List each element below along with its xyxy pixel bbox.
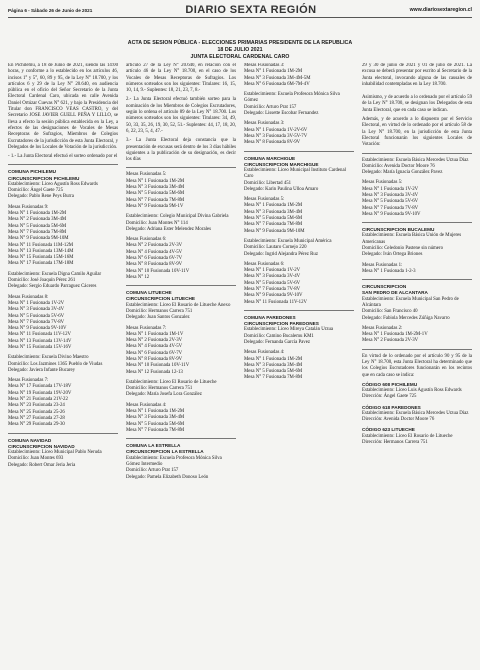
text-line: Delegado: Robert Omar Jeria Jeria <box>8 462 76 468</box>
text-line: Mesas Fusionadas 4: <box>126 402 167 408</box>
section-heading: COMUNA PAREDONES <box>244 314 296 320</box>
text-line: Mesa N° 2 Fusionada 2V-3V <box>362 338 419 344</box>
text-line: Mesa N° 5 Fusionada 5M-6M <box>126 191 185 197</box>
column-1 <box>8 63 118 663</box>
text-line: Delegado: Javiera Infante Bucarey <box>8 367 76 373</box>
text-line: Mesas Fusionadas 5: <box>362 180 403 186</box>
text-line: Mesa N° 5 Fusionada 5M-6M <box>244 216 303 222</box>
section-divider <box>8 433 118 434</box>
text-line: Mesa N° 23 Fusionada 23-24 <box>8 403 65 409</box>
text-line: Establecimiento: Liceo El Rosario de Litueche <box>362 433 453 439</box>
text-line: Mesa N° 3 Fusionada 3V-4V <box>362 193 419 199</box>
column-3 <box>244 63 354 663</box>
text-line: Domicilio: Ángel Gaete 725 <box>8 188 64 194</box>
text-line: Mesa N° 1 Fusionada 1-2-3 <box>362 268 416 274</box>
text-line: Mesa N° 1 Fusionada 1M-1V <box>126 331 184 337</box>
text-line: Mesas Fusionadas 9: <box>8 204 49 210</box>
section-divider <box>362 153 472 154</box>
text-line: Mesas Fusionadas 5: <box>126 172 167 178</box>
text-line: Mesa N° 1 Fusionada 1M-2M <box>244 356 303 362</box>
text-line: Mesa N° 7 Fusionada 7M-8M <box>126 197 185 203</box>
text-line: Domicilio: Arturo Prat 157 <box>126 468 179 474</box>
paragraph: 3.- La Junta Electoral deja constancia que la presentación de excusas será dentro de los 3 días hábiles siguientes a la publicación de su designación, es decir los días <box>126 138 236 163</box>
section-heading: SAN PEDRO DE ALCANTARA <box>362 290 428 296</box>
text-line: Domicilio: Juan Montes 693 <box>8 456 64 462</box>
text-line: Domicilio: Juan Montes N° 114 <box>126 220 188 226</box>
text-line: Mesa N° 12 <box>126 274 150 280</box>
text-line: Establecimiento: Colegio Municipal Divina Gabriela <box>126 214 229 220</box>
text-line: Mesa N° 13 Fusionada 13M-14M <box>8 248 74 254</box>
text-line: Mesa N° 6 Fusionada 6V-7V <box>126 350 183 356</box>
text-line: Mesa N° 7 Fusionada 7M-8M <box>8 229 67 235</box>
text-line: Mesa N° 11 Fusionada 11V-12V <box>8 332 72 338</box>
text-line: Mesa N° 5 Fusionada 5V-6V <box>244 280 301 286</box>
section-heading: CIRCUNSCRIPCION PAREDONES <box>244 321 319 327</box>
text-line: Domicilio: Camino Bucalemu KM1 <box>244 333 314 339</box>
text-line: Mesas Fusionadas 3: <box>244 63 285 68</box>
text-line: Mesa N° 3 Fusionada 3V-4V <box>244 274 301 280</box>
text-line: Mesas Fusionadas 8: <box>8 294 49 300</box>
text-line: Establecimiento: Liceo Municipal Pablo Neruda <box>8 449 102 455</box>
paragraph: En virtud de lo ordenado por el artículo 90 y 95 de la Ley N° 18.700, esta Junta Electoral ha determinado que los Colegios Escrutadores funcionarán en los recintos que en cada caso se indica: <box>362 353 472 378</box>
section-heading: COMUNA PICHILEMU <box>8 169 57 175</box>
paragraph: 29 y 30 de junio de 2021 y 01 de julio de 2021. La excusa se deberá presentar por escrito al Secretario de la Junta electoral, invocando alguna de las causales de inhabilidad contempladas en la Ley 18.700. <box>362 63 472 87</box>
text-line: Establecimiento: Liceo Agustín Ross Edwards <box>8 181 98 187</box>
text-line: Mesa N° 5 Fusionada 5M-6M <box>244 369 303 375</box>
text-line: Establecimiento: Liceo Luis Agustín Ross Edwards <box>362 388 462 394</box>
text-line: Mesa N° 13 Fusionada 13V-14V <box>8 338 72 344</box>
text-line: Mesa N° 5 Fusionada 5M-6M <box>126 421 185 427</box>
text-line: Mesa N° 9 Fusionada 9V-10V <box>8 326 67 332</box>
section-heading: CIRCUNSCRIPCION BUCALEMU <box>362 227 435 233</box>
text-line: Mesa N° 6 Fusionada 6V-7V <box>126 256 183 262</box>
text-line: Mesa N° 10 Fusionada 10V-11V <box>126 268 190 274</box>
text-line: Mesa N° 7 Fusionada 7V-8V <box>244 287 301 293</box>
text-line: Mesas Fusionadas 6: <box>126 237 167 243</box>
page-header <box>8 4 472 16</box>
text-line: Mesa N° 17 Fusionada 17M-18M <box>8 261 74 267</box>
text-line: Establecimiento: Liceo El Rosario de Litueche <box>126 379 217 385</box>
paragraph: 2.- La Junta Electoral efectuó también sorteo para la nominación de los Miembros de Colegios Escrutadores, según lo ordena el artículo 89 de la Ley N° 18.700. Los números sorteados son los siguientes: Titulares: 34, 49, 50, 33, 35, 26, 19, 30, 52, 51.- Suplentes: 44, 17, 18, 20, 6, 22, 23, 5, 4, 47.- <box>126 97 236 134</box>
notice-title: ACTA DE SESION PÚBLICA - ELECCIONES PRIMARIAS PRESIDENTE DE LA REPUBLICA <box>127 40 353 46</box>
text-line: Mesas Fusionadas 1: <box>362 262 403 268</box>
text-line: Mesa N° 5 Fusionada 5V-6V <box>362 199 419 205</box>
column-2 <box>126 63 236 663</box>
text-line: Establecimiento: Escuela Digna Camilo Aguilar <box>8 271 102 277</box>
text-line: Mesa N° 1 Fusionada 1V-2V-6V <box>244 127 308 133</box>
text-line: Mesa N° 3 Fusionada 3V-5V-7V <box>244 133 308 139</box>
text-line: Establecimiento: Escuela Municipal San Pedro de Alcántara <box>362 296 459 308</box>
paragraph: - 1.- La Junta Electoral efectuó el sorteo ordenado por el <box>8 154 118 160</box>
text-line: Mesa N° 5 Fusionada 5M-6M <box>8 223 67 229</box>
notice-title-block <box>8 40 472 61</box>
text-line: Mesa N° 9 Fusionada 9M-10M <box>8 236 69 242</box>
text-line: Mesa N° 3 Fusionada 3M-4M-5M <box>244 75 311 81</box>
section-heading: COMUNA NAVIDAD <box>8 437 52 443</box>
text-line: Mesa N° 2 Fusionada 2V-3V <box>126 243 183 249</box>
text-line: Domicilio: Hermanos Carrera 751 <box>126 386 193 392</box>
text-line: Mesa N° 11 Fusionada 11V-12V <box>244 299 308 305</box>
text-line: Delegado: Pamela Elizabeth Donoso León <box>126 474 209 480</box>
text-line: Delegado: Ingrid Alejandra Pérez Ruz <box>244 251 318 257</box>
section-divider <box>362 279 472 280</box>
text-line: Mesa N° 3 Fusionada 3M-4M <box>244 362 303 368</box>
section-divider <box>126 167 236 168</box>
text-line: Mesa N° 15 Fusionada 15M-16M <box>8 255 74 261</box>
section-heading: CÓDIGO 623 LITUECHE <box>362 427 415 433</box>
text-line: Mesa N° 7 Fusionada 7M-8M <box>244 375 303 381</box>
text-line: Mesa N° 1 Fusionada 1M-2M <box>244 69 303 75</box>
page-date-label: Página 6 - Sábado 26 de Junio de 2021 <box>8 7 93 13</box>
text-line: Delegado: Sergio Eduardo Parraguez Cáceres <box>8 284 97 290</box>
text-line: Mesa N° 9 Fusionada 9V-10V <box>362 211 421 217</box>
text-line: Mesas Fusionadas 6: <box>244 261 285 267</box>
text-line: Mesa N° 2 Fusionada 2V-3V <box>126 338 183 344</box>
text-line: Mesa N° 1 Fusionada 1V-2V <box>8 300 65 306</box>
text-line: Mesa N° 4 Fusionada 4V-5V <box>126 344 183 350</box>
text-line: Mesa N° 8 Fusionada 8V-9V <box>126 356 183 362</box>
text-line: Establecimiento: Escuela Profesora Mónica Silva Gómez Intermedio <box>126 455 222 467</box>
section-divider <box>126 285 236 286</box>
text-line: Mesa N° 1 Fusionada 1M-2M <box>8 211 67 217</box>
section-heading: CIRCUNSCRIPCION MARCHIGUE <box>244 161 319 167</box>
text-line: Establecimiento: Escuela Básica Mercedes Urzua Díaz <box>362 157 469 163</box>
section-heading: COMUNA MARCHIGUE <box>244 155 296 161</box>
paragraph: En Pichilemu, a 18 de Junio de 2021, siendo las 14:00 horas, y conforme a lo establecido en los artículos 46, incisos 1° y 5°, 60, 89 y 95, de la Ley N° 18.700, y los artículos 6 y 29 de la Ley N° 20.640, en audiencia pública en el oficio del Señor Secretario de la Junta Electoral Cardenal Caro, ubicada en calle Avenida Daniel Ortúzar Cuevas N° 621, y bajo la Presidencia del Titular don FRANCISCO VEAS CASTRO, y del Secretario JOSE JAVIER GUELL PEÑA Y LILLO, se lleva a efecto la sesión pública establecida en la Ley, a efectos de las designaciones de Vocales de Mesas Receptoras de Sufragios, Miembros de Colegios Escrutadores de la jurisdicción de esta Junta Electoral, y Delegados de los Locales de Votación de la jurisdicción. <box>8 63 118 150</box>
text-line: Mesa N° 7 Fusionada 7V-8V <box>362 205 419 211</box>
text-line: Mesa N° 7 Fusionada 7M-8M <box>244 222 303 228</box>
text-line: Mesa N° 7 Fusionada 7M-8M <box>126 427 185 433</box>
text-line: Mesa N° 17 Fusionada 17V-18V <box>8 384 72 390</box>
section-heading: CIRCUNSCRIPCION PICHILEMU <box>8 175 80 181</box>
text-line: Domicilio: Los Jazmines 1365 Pueblo de Viudas <box>8 361 103 367</box>
text-line: Delegado: Lissette Escobar Fernandez <box>244 111 319 117</box>
text-line: Mesa N° 29 Fusionada 29-30 <box>8 422 65 428</box>
section-divider <box>244 151 354 152</box>
text-line: Mesa N° 10 Fusionada 10V-11V <box>126 363 190 369</box>
text-line: Mesa N° 1 Fusionada 1M-2M-1V <box>362 332 428 338</box>
section-heading: CIRCUNSCRIPCION LITUECHE <box>126 296 196 302</box>
text-line: Establecimiento: Liceo El Rosario de Litueche Anexo <box>126 302 231 308</box>
text-line: Mesas Fusionadas 7: <box>8 378 49 384</box>
text-line: Mesa N° 8 Fusionada 8V-9V <box>244 140 301 146</box>
text-line: Mesa N° 15 Fusionada 15V-16V <box>8 344 72 350</box>
text-line: Domicilio: Celedonio Pastene sin número <box>362 246 443 252</box>
section-heading: COMUNA LITUECHE <box>126 290 172 296</box>
section-heading: COMUNA LA ESTRELLA <box>126 443 181 449</box>
text-line: Dirección: Avenida Doctor Moore 76 <box>362 417 435 423</box>
text-line: Delegado: Fernanda García Pavez <box>244 339 311 345</box>
text-line: Mesa N° 1 Fusionada 1M-2M <box>126 409 185 415</box>
text-line: Establecimiento: Escuela Básica Mercedes Urzua Díaz <box>362 410 469 416</box>
section-divider <box>244 310 354 311</box>
text-line: Mesas Fusionadas 7: <box>126 325 167 331</box>
text-line: Mesa N° 5 Fusionada 5V-6V <box>8 313 65 319</box>
text-line: Mesa N° 6 Fusionada 6M-7M-4V <box>244 81 310 87</box>
text-line: Mesa N° 3 Fusionada 3M-4M <box>126 415 185 421</box>
text-line: Delegado: Juan Santos Gonzalez <box>126 315 190 321</box>
text-line: Domicilio: San Francisco 40 <box>362 309 418 315</box>
text-line: Domicilio: Libertad 451 <box>244 180 292 186</box>
text-line: Mesas Fusionadas 4: <box>244 350 285 356</box>
text-line: Domicilio: Hermanos Carrera 751 <box>126 308 193 314</box>
text-line: Mesa N° 9 Fusionada 9V-10V <box>244 293 303 299</box>
text-line: Dirección: Ángel Gaete 725 <box>362 394 417 400</box>
paragraph: Además, y de acuerdo a lo dispuesto por el Servicio Electoral, en virtud de lo ordenado por el artículo 58 de la Ley N° 18.700, en la jurisdicción de esta Junta Electoral funcionarán los siguientes Locales de Votación: <box>362 117 472 148</box>
text-line: Establecimiento: Escuela Divino Maestro <box>8 355 89 361</box>
paragraph: Asimismo, y de acuerdo a lo ordenado por el artículo 59 de la Ley N° 18.700, se designan los Delegados de esta Junta Electoral, que en cada caso se indican. <box>362 95 472 113</box>
notice-date: 18 DE JULIO 2021 <box>217 47 263 53</box>
section-heading: CIRCUNSCRIPCION NAVIDAD <box>8 443 75 449</box>
text-line: Establecimiento: Escuela Municipal América <box>244 238 332 244</box>
text-line: Mesa N° 2 Fusionada 3M-4M <box>8 217 67 223</box>
text-line: Mesas Fusionadas 2: <box>362 325 403 331</box>
paragraph: artículo 27 de la Ley N° 20.640, en relación con el artículo 46 de la Ley N° 18.700, en el caso de los Vocales de Mesas Receptoras de Sufragios. Los números sorteados son los siguientes: Titulares: 16, 15, 10, 14, 9.- Suplentes: 18, 21, 23, 7, 8.- <box>126 63 236 94</box>
text-line: Mesa N° 27 Fusionada 27-28 <box>8 415 65 421</box>
section-heading: CÓDIGO 618 PAREDONES <box>362 404 421 410</box>
text-line: Mesa N° 11 Fusionada 11M-12M <box>8 242 74 248</box>
text-line: Mesa N° 3 Fusionada 3M-4M <box>244 209 303 215</box>
text-line: Mesa N° 19 Fusionada 19V-20V <box>8 390 72 396</box>
text-line: Domicilio: Avenida Doctor Moore 76 <box>362 163 435 169</box>
text-line: Delegado: Iván Ortega Briones <box>362 252 423 258</box>
text-line: Mesa N° 21 Fusionada 21V-22 <box>8 397 68 403</box>
text-line: Domicilio: Lautaro Cornejo 220 <box>244 245 307 251</box>
text-line: Domicilio: Arturo Prat 157 <box>244 104 297 110</box>
text-line: Establecimiento: Liceo Mireya Catalán Urzua <box>244 327 334 333</box>
text-line: Mesas Fusionadas 3: <box>244 121 285 127</box>
text-line: Delegado: María Josefa Lora González <box>126 392 202 398</box>
text-line: Mesa N° 1 Fusionada 1M-2M <box>126 178 185 184</box>
section-divider <box>362 222 472 223</box>
website-url: www.diariosextaregion.cl <box>409 7 472 13</box>
text-line: Delegado: Pablo Rene Peys Burra <box>8 194 74 200</box>
section-divider <box>126 438 236 439</box>
text-line: Mesa N° 4 Fusionada 4V-5V <box>126 249 183 255</box>
text-line: Mesa N° 1 Fusionada 1V-2V <box>362 186 419 192</box>
notice-board: JUNTA ELECTORAL CARDENAL CARO <box>190 54 290 60</box>
text-line: Mesa N° 3 Fusionada 3M-4M <box>126 185 185 191</box>
column-4 <box>362 63 472 663</box>
text-line: Domicilio: José Joaquín Pérez 261 <box>8 278 76 284</box>
text-line: Establecimiento: Escuela Básica Unión de Mujeres Americanas <box>362 233 462 245</box>
text-line: Delegado: Karin Paulina Ulloa Amaro <box>244 186 319 192</box>
masthead: DIARIO SEXTA REGIÓN <box>185 4 317 16</box>
text-line: Mesa N° 8 Fusionada 8V-9V <box>126 262 183 268</box>
text-line: Mesa N° 1 Fusionada 1V-2V <box>244 268 301 274</box>
text-line: Mesa N° 9 Fusionada 9M-10M <box>244 228 305 234</box>
text-line: Delegado: Adriana Ester Melendez Morales <box>126 226 212 232</box>
text-line: Dirección: Hermanos Carrera 751 <box>362 439 428 445</box>
notice-body <box>8 63 472 663</box>
section-heading: CIRCUNSCRIPCION LA ESTRELLA <box>126 449 204 455</box>
text-line: Delegado: Fabiola Mercedes Zúñiga Navarro <box>362 315 450 321</box>
section-divider <box>362 349 472 350</box>
text-line: Mesas Fusionadas 5: <box>244 197 285 203</box>
text-line: Mesa N° 12 Fusionada 12-13 <box>126 369 183 375</box>
text-line: Mesa N° 7 Fusionada 7V-8V <box>8 319 65 325</box>
text-line: Mesa N° 9 Fusionada 9M-1V <box>126 203 184 209</box>
text-line: Mesa N° 3 Fusionada 3V-4V <box>8 307 65 313</box>
text-line: Establecimiento: Escuela Profesora Mónica Silva Gómez <box>244 92 340 104</box>
section-heading: CÓDIGO 608 PICHILEMU <box>362 381 418 387</box>
text-line: Delegado: María Ignacia González Pavez <box>362 170 443 176</box>
header-rule <box>8 17 472 18</box>
section-heading: CIRCUNSCRIPCION <box>362 284 407 290</box>
text-line: Mesa N° 1 Fusionada 1M-2M <box>244 203 303 209</box>
text-line: Mesa N° 25 Fusionada 25-26 <box>8 409 65 415</box>
text-line: Establecimiento: Liceo Municipal Instituto Cardenal Caro <box>244 167 346 180</box>
section-divider <box>8 164 118 165</box>
